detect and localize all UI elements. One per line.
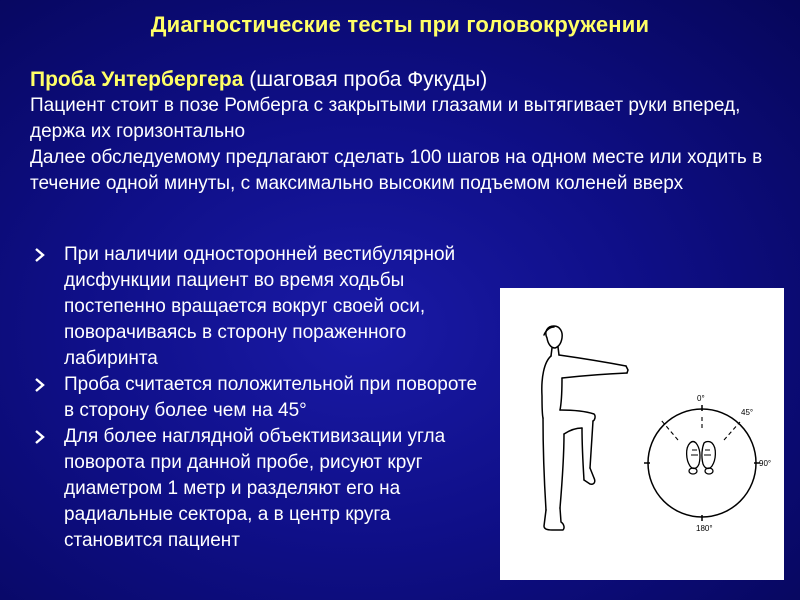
label-90-degrees: 90° xyxy=(759,459,772,468)
bullet-item xyxy=(30,242,490,372)
footprints-icon xyxy=(687,442,716,475)
bullet-text: Проба считается положительной при повороте в сторону более чем на 45° xyxy=(64,374,478,421)
test-alt-name: (шаговая проба Фукуды) xyxy=(243,68,488,91)
slide-title: Диагностические тесты при головокружении xyxy=(150,12,650,37)
label-45-degrees: 45° xyxy=(741,408,754,417)
intro-text xyxy=(30,67,790,197)
arrowhead-bullet-icon xyxy=(32,372,52,398)
stepping-test-illustration xyxy=(500,288,784,580)
bullet-text: Для более наглядной объективизации угла поворота при данной пробе, рисуют круг диаметром 1 метр и разделяют его на радиальные сектора, а в центр круга становится пациент xyxy=(64,426,446,551)
bullet-list xyxy=(30,242,490,554)
label-180-degrees: 180° xyxy=(696,524,713,533)
test-heading xyxy=(30,67,790,93)
arrowhead-bullet-icon xyxy=(32,424,52,450)
bullet-item xyxy=(30,372,490,424)
test-name: Проба Унтербергера xyxy=(30,68,244,91)
label-0-degrees: 0° xyxy=(697,394,705,403)
bullet-item xyxy=(30,424,490,554)
bullet-text: При наличии односторонней вестибулярной дисфункции пациент во время ходьбы постепенно вращается вокруг своей оси, поворачиваясь в сторону пораженного лабиринта xyxy=(64,244,456,369)
intro-paragraph-1: Пациент стоит в позе Ромберга с закрытыми глазами и вытягивает руки вперед, держа их горизонтально xyxy=(30,95,741,142)
illustration-panel xyxy=(500,288,784,580)
arrowhead-bullet-icon xyxy=(32,242,52,268)
rotation-circle-diagram xyxy=(644,405,760,521)
intro-paragraph-2: Далее обследуемому предлагают сделать 100 шагов на одном месте или ходить в течение одной минуты, с максимально высоким подъемом коленей вверх xyxy=(30,147,763,194)
patient-figure-icon xyxy=(542,326,628,530)
